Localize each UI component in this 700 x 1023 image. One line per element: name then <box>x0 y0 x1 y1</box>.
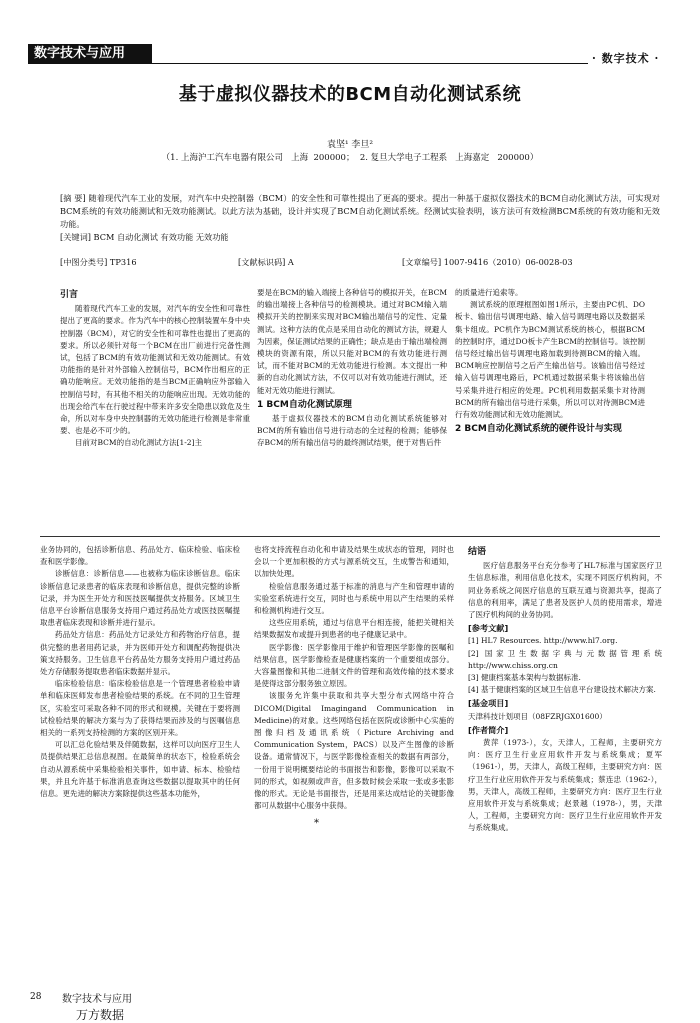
page-number: 28 <box>30 992 42 1002</box>
paragraph: 医疗信息服务平台充分参考了HL7标准与国家医疗卫生信息标准，利用信息化技术，实现不同医疗机构间，不同业务系统之间医疗信息的互联互通与资源共享，提高了信息的利用率，满足了患者及医护人员的使用需求，增进了医疗机构间的业务协同。 <box>468 561 662 620</box>
header-rule <box>28 63 588 64</box>
paragraph: 医学影像：医学影像用于维护和管理医学影像的医嘱和结果信息，医学影像检查是健康档案的一个重要组成部分。大容量图像和其他二进制文件的管理和高效传输的技术要求是使得这部分服务独立原因。 <box>254 642 454 689</box>
paragraph: 随着现代汽车工业的发展，对汽车的安全性和可靠性提出了更高的要求。作为汽车中的核心控制装置车身中央控制器（BCM），对它的安全性和可靠性也提出了更高的要求。所以必须针对每一个BCM在出厂前进行完备性测试，包括了BCM的有效功能测试和无效功能测试。有效功能指的是针对外部输入控制信号，BCM作出相应的正确功能响应。无效功能指的是当BCM正确响应外部输入控制信号时，有其他不相关的功能响应出现。无效功能的出现会给汽车在行驶过程中带来许多安全隐患以致危及生命，所以对车身中央控制器的无效功能进行检测是非常重要、也是必不可少的。 <box>60 304 250 436</box>
paragraph: 这些应用系统，通过与信息平台相连接，能把关键相关结果数据发布或提升到患者的电子健康记录中。 <box>254 618 454 640</box>
article-id: [文章编号] 1007-9416（2010）06-0028-03 <box>402 257 573 267</box>
paragraph: 该服务允许集中获取和共享大型分布式网络中符合DICOM(Digital Imagingand Communication in Medicine)的对象。这些网络包括在医院或诊断中心实施的图像归档及通讯系统（Picture Archiving and Communication System，PACS）以及产生图像的诊断设备。通常情况下，与医学影像检查相关的数据有两部分，一份用于说明概要结论的书面报告和影像，影像可以采取不同的形式，如视频或声音，但多数时候会采取一张或多张影像的形式。无论是书面报告，还是用来达成结论的关键影像都可从数据中心服务中获得。 <box>254 691 454 811</box>
paragraph: 业务协同的，包括诊断信息、药品处方、临床检验、临床检查和医学影像。 <box>40 545 240 567</box>
reference-item: [4] 基于健康档案的区域卫生信息平台建设技术解决方案. <box>468 685 656 695</box>
section-heading-2: 2 BCM自动化测试系统的硬件设计与实现 <box>455 424 622 435</box>
references-heading: [参考文献] <box>468 623 509 634</box>
watermark: 万方数据 <box>76 1008 125 1022</box>
bio-heading: [作者简介] <box>468 724 509 735</box>
document-code: [文献标识码] A <box>238 257 294 267</box>
upper-column-3 <box>455 287 645 527</box>
upper-column-2 <box>257 287 447 527</box>
paragraph: 临床检验信息：临床检验信息是一个管理患者检验申请单和临床医师发布患者检验结果的系统。在不同的卫生管理区，实验室可采取各种不同的形式和规模。关键在于要将测试检验结果的解决方案与为了获得结果而涉及的与医嘱信息相关的一系列支持检测的方案的区别开来。 <box>40 679 240 738</box>
section-heading-intro: 引言 <box>60 290 79 300</box>
lower-column-1 <box>40 544 240 972</box>
section-heading-1: 1 BCM自动化测试原理 <box>257 399 352 410</box>
author-bio: 黄萍（1973-），女，天津人，工程师，主要研究方向：医疗卫生行业应用软件开发与系统集成；夏军（1961-），男，天津人，高级工程师，主要研究方向：医疗卫生行业应用软件开发与系统集成；蔡连忠（1962-），男，天津人，高级工程师，主要研究方向：医疗卫生行业应用软件开发与系统集成；赵景越（1978-），男，天津人，工程师，主要研究方向：医疗卫生行业应用软件开发与系统集成。 <box>468 738 662 833</box>
fund-text: 天津科技计划项目（08FZRJGX01600） <box>468 711 607 721</box>
keywords: [关键词] BCM 自动化测试 有效功能 无效功能 <box>60 232 229 242</box>
abstract: [摘 要] 随着现代汽车工业的发展，对汽车中央控制器（BCM）的安全性和可靠性提出了更高的要求。提出一种基于虚拟仪器技术的BCM自动化测试方法，可实现对BCM系统的有效功能测试和无效功能测试。以此方法为基础，设计并实现了BCM自动化测试系统。经测试实验表明，该方法可有效检测BCM系统的有效功能和无效功能。 <box>60 193 660 229</box>
affiliation: （1. 上海沪工汽车电器有限公司 上海 200000； 2. 复旦大学电子工程系 上海嘉定 200000） <box>161 153 539 163</box>
section-tag: 数字技术与应用 <box>28 44 152 64</box>
paragraph: 检验信息服务通过基于标准的消息与产生和管理申请的实验室系统进行交互，同时也与系统中用以产生结果的采样和检测机构进行交互。 <box>254 581 454 616</box>
reference-item: [2] 国家卫生数据字典与元数据管理系统 http://www.chiss.org.cn <box>468 648 662 670</box>
paragraph: 药品处方信息：药品处方记录处方和药物治疗信息，提供完整的患者用药记录，并为医师开处方和调配药物提供决策支持服务。卫生信息平台药品处方服务支持用户通过药品处方存储服务提取患者临床数据并显示。 <box>40 630 240 677</box>
authors: 袁坚¹ 李旦² <box>326 140 374 150</box>
paragraph: 要是在BCM的输入端接上各种信号的模拟开关，在BCM的输出端接上各种信号的检测模块。通过对BCM输入端模拟开关的控制来实现对BCM输出端信号的定性、定量测试。这种方法的优点是采用自动化的测试方法，规避人为因素，保证测试结果的正确性；缺点是由于输出端检测模块的资源有限，所以只能对BCM的有效功能进行测试，而不能对BCM的无效功能进行检测。本文提出一种新的自动化测试方法，不仅可以对有效功能进行测试，还能对无效功能进行测试。 <box>257 288 447 395</box>
paragraph: 基于虚拟仪器技术的BCM自动化测试系统能够对BCM的所有输出信号进行动态的全过程的检测；能够保存BCM的所有输出信号的最终测试结果，便于对售后件 <box>257 414 447 448</box>
reference-item: [3] 健康档案基本架构与数据标准. <box>468 673 581 683</box>
article-title: 基于虚拟仪器技术的BCM自动化测试系统 <box>178 84 522 105</box>
lower-column-3 <box>468 544 662 972</box>
cross-mark: * <box>314 818 319 829</box>
paragraph: 的质量进行追索等。 <box>455 288 523 297</box>
upper-column-1 <box>60 287 250 527</box>
section-divider <box>40 536 660 537</box>
paragraph: 目前对BCM的自动化测试方法[1-2]主 <box>75 438 202 448</box>
paragraph: 也将支持流程自动化和申请及结果生成状态的管理，同时也会以一个更加积极的方式与源系统交互，生成警告和通知，以加快处理。 <box>254 545 454 579</box>
paragraph: 可以汇总化验结果及伴随数据，这样可以向医疗卫生人员提供结果汇总信息视图。在最简单的状态下，检验系统会自动从源系统中采集检验相关事件，如申请、标本、检验结果，并且允许基于标准消息查询这些数据以提取其中的任何信息。更先进的解决方案除提供这些基本功能外， <box>40 740 240 799</box>
clc-number: [中图分类号] TP316 <box>60 257 137 267</box>
abstract-block <box>60 192 660 244</box>
paragraph: 测试系统的原理框图如图1所示，主要由PC机、DO板卡、输出信号调理电路、输入信号调理电路以及数据采集卡组成。PC机作为BCM测试系统的核心，根据BCM的控制时序，通过DO板卡产生BCM的控制信号。该控制信号经过输出信号调理电路加载到待测BCM的输入端。BCM响应控制信号之后产生输出信号。该输出信号经过输入信号调理电路后，PC机通过数据采集卡将该输出信号采集并进行相应的处理。PC机利用数据采集卡对待测BCM的所有输出信号进行采集，所以可以对待测BCM进行有效功能测试和无效功能测试。 <box>455 300 645 420</box>
reference-item: [1] HL7 Resources. http://www.hl7.org. <box>468 636 618 646</box>
journal-name: 数字技术与应用 <box>62 994 132 1005</box>
section-heading-conclusion: 结语 <box>468 547 487 557</box>
fund-heading: [基金项目] <box>468 698 509 709</box>
section-label: · 数字技术 · <box>592 52 660 65</box>
lower-column-2 <box>254 544 454 972</box>
paragraph: 诊断信息：诊断信息——也被称为临床诊断信息。临床诊断信息记录患者的临床表现和诊断信息，提供完整的诊断记录，并为医生开处方和医技医嘱提供支持服务。区域卫生信息平台诊断信息服务支持用户通过药品处方或医技医嘱提取患者临床表现和诊断并进行显示。 <box>40 569 240 628</box>
